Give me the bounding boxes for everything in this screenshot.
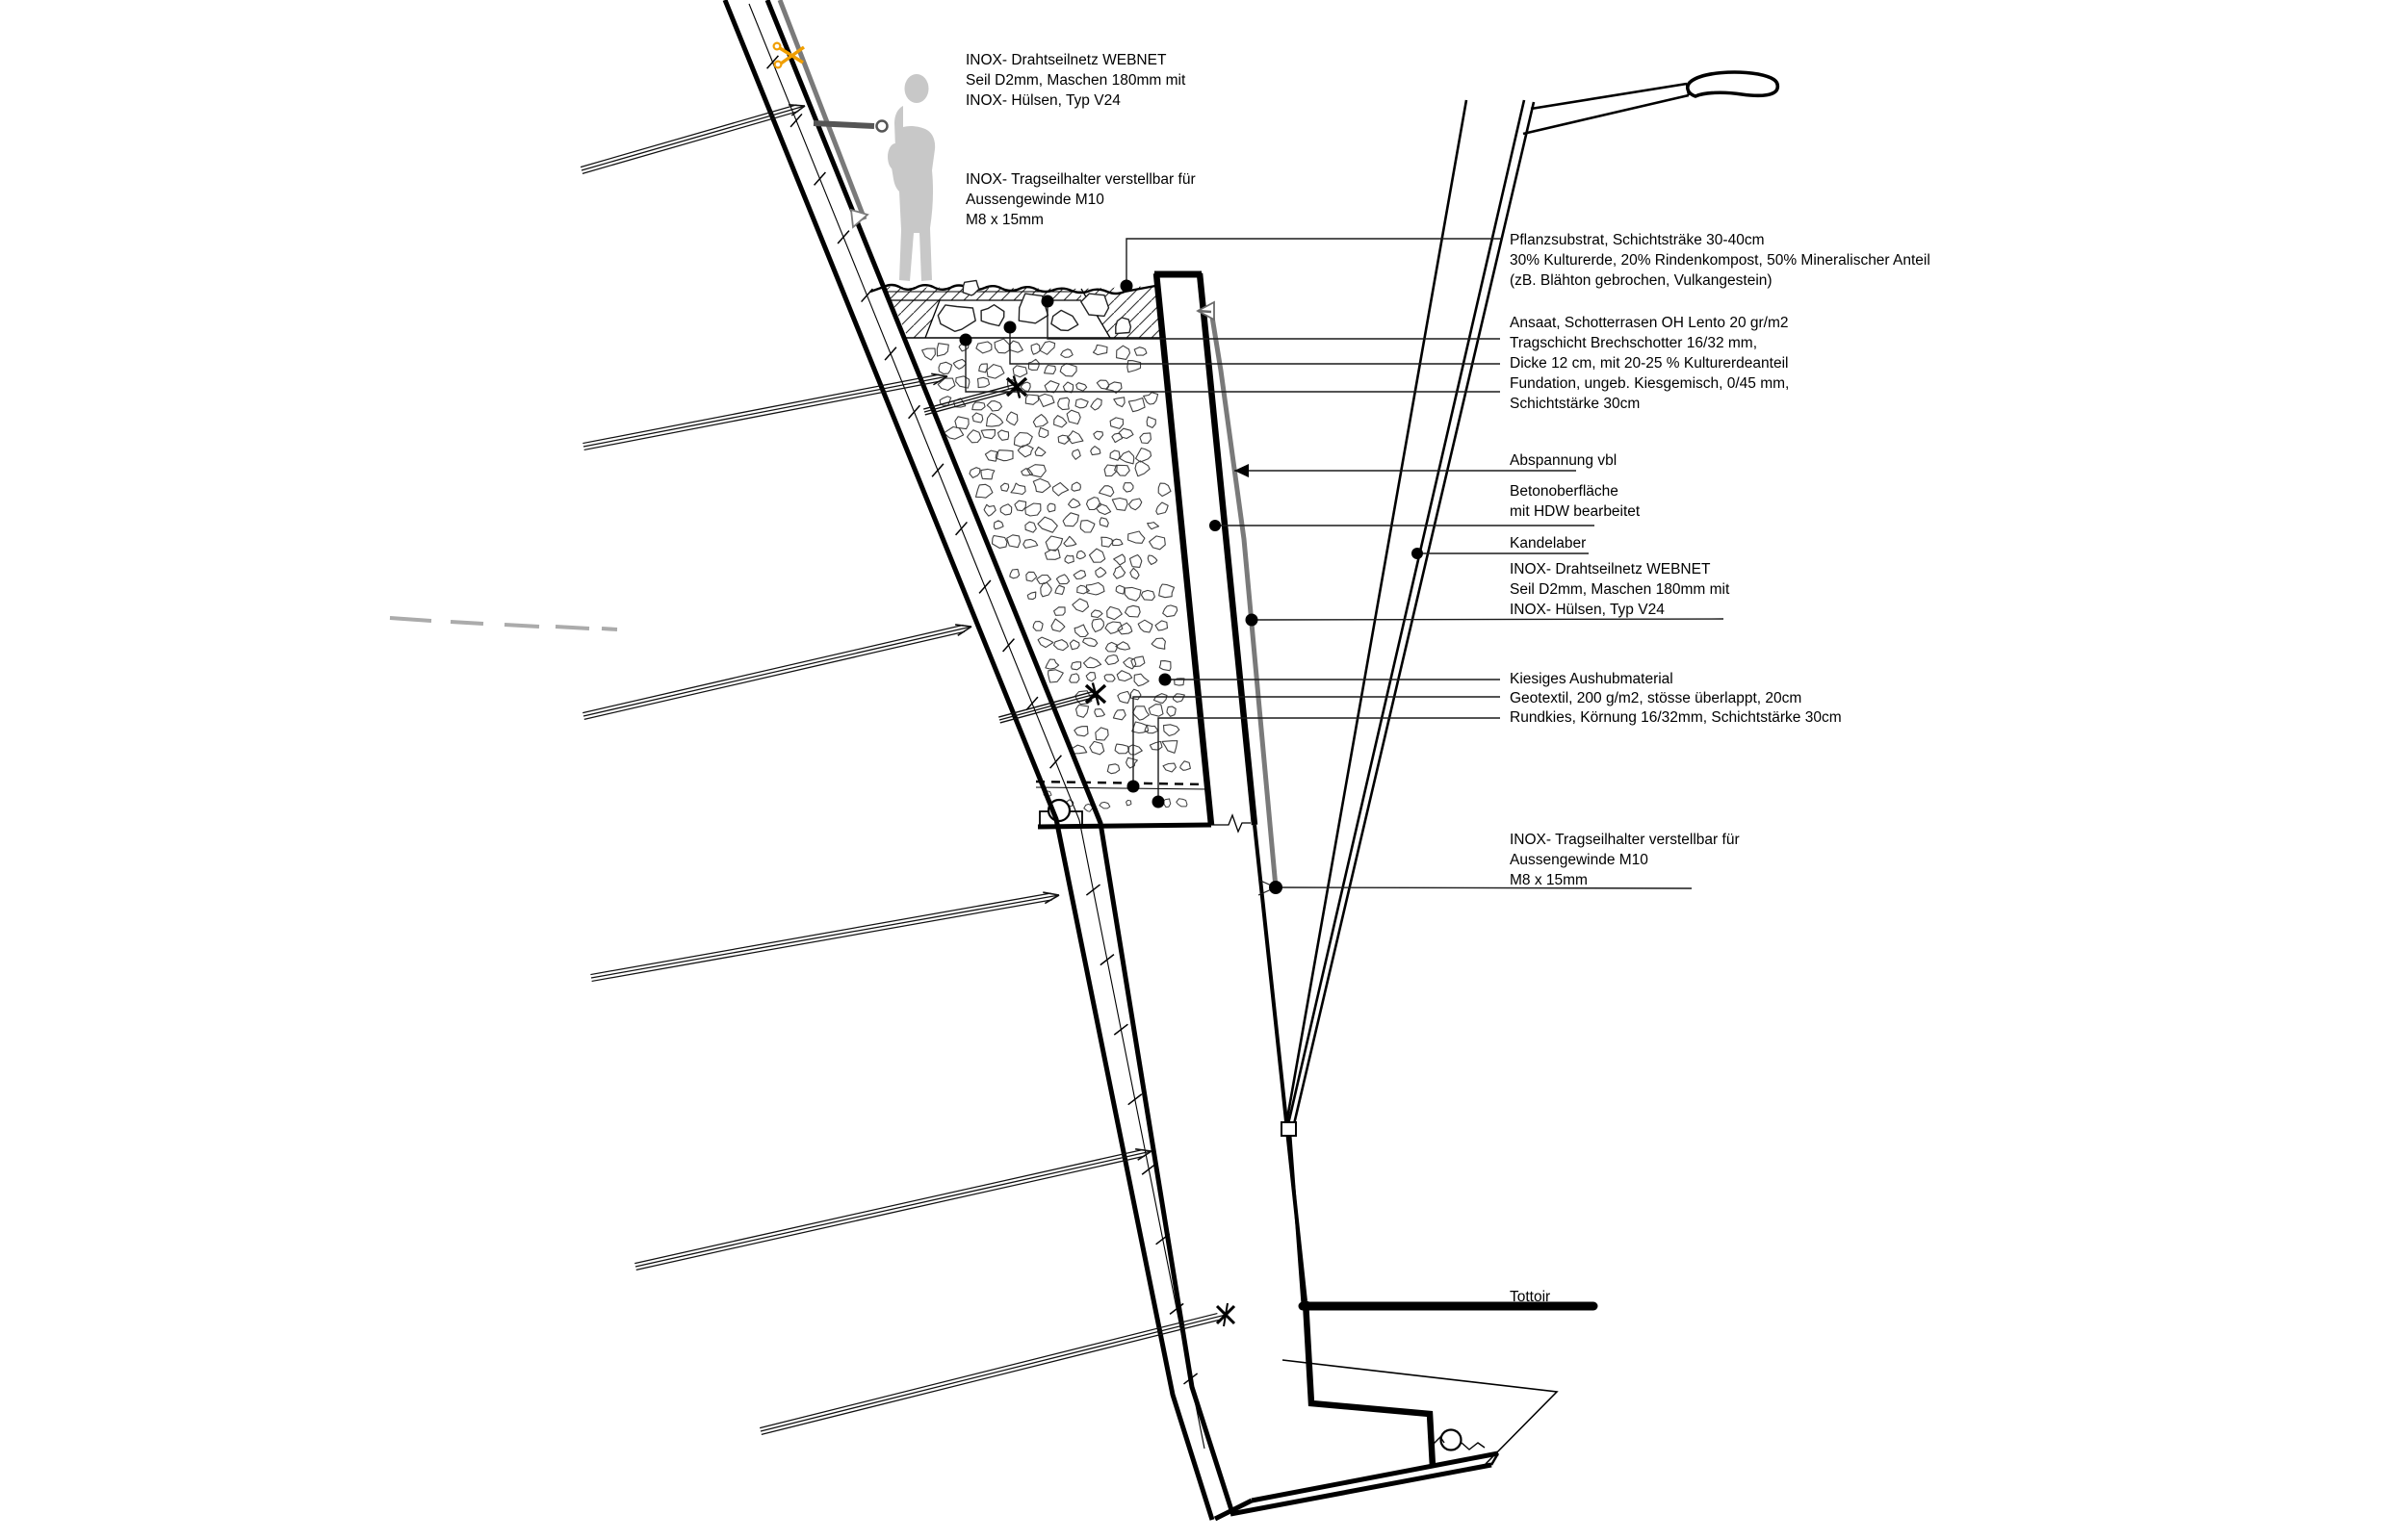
gravel-fill — [922, 339, 1191, 811]
label-cable-holder-mid: INOX- Tragseilhalter verstellbar für Aussengewinde M10 M8 x 15mm — [1510, 832, 1740, 888]
geotextile-and-base — [1036, 782, 1251, 832]
label-concrete-surface: Betonoberfläche mit HDW bearbeitet — [1510, 483, 1641, 520]
label-wire-net-top: INOX- Drahtseilnetz WEBNET Seil D2mm, Maschen 180mm mit INOX- Hülsen, Typ V24 — [966, 52, 1186, 109]
dashed-boundary — [390, 618, 617, 629]
label-excavation-fill: Kiesiges Aushubmaterial Geotextil, 200 g/m2, stösse überlappt, 20cm Rundkies, Körnung 16/32mm, Schichtstärke 30cm — [1510, 671, 1842, 726]
break-line — [1211, 815, 1251, 832]
label-guy-anchor: Abspannung vbl — [1510, 452, 1618, 469]
label-cable-holder-top: INOX- Tragseilhalter verstellbar für Aussengewinde M10 M8 x 15mm — [966, 171, 1196, 228]
label-plant-substrate: Pflanzsubstrat, Schichtsträke 30-40cm 30% Kulturerde, 20% Rindenkompost, 50% Mineralischer Anteil (zB. Blähton gebrochen, Vulkangestein) — [1510, 232, 1930, 289]
label-layer-buildup: Ansaat, Schotterrasen OH Lento 20 gr/m2 Tragschicht Brechschotter 16/32 mm, Dicke 12 cm, mit 20-25 % Kulturerdeanteil Fundation, ungeb. Kiesgemisch, 0/45 mm, Schichtstärke 30cm — [1510, 315, 1790, 412]
drain-pipe — [1441, 1430, 1462, 1450]
lamp-head — [1688, 72, 1778, 96]
leader-dots — [960, 280, 1424, 895]
label-sidewalk: Tottoir — [1510, 1289, 1551, 1305]
person-silhouette — [888, 74, 935, 281]
retaining-wall — [1154, 273, 1433, 1467]
label-candelabra: Kandelaber — [1510, 535, 1587, 552]
cable-holder-symbol — [814, 121, 888, 132]
label-wire-net-mid: INOX- Drahtseilnetz WEBNET Seil D2mm, Maschen 180mm mit INOX- Hülsen, Typ V24 — [1510, 561, 1730, 618]
